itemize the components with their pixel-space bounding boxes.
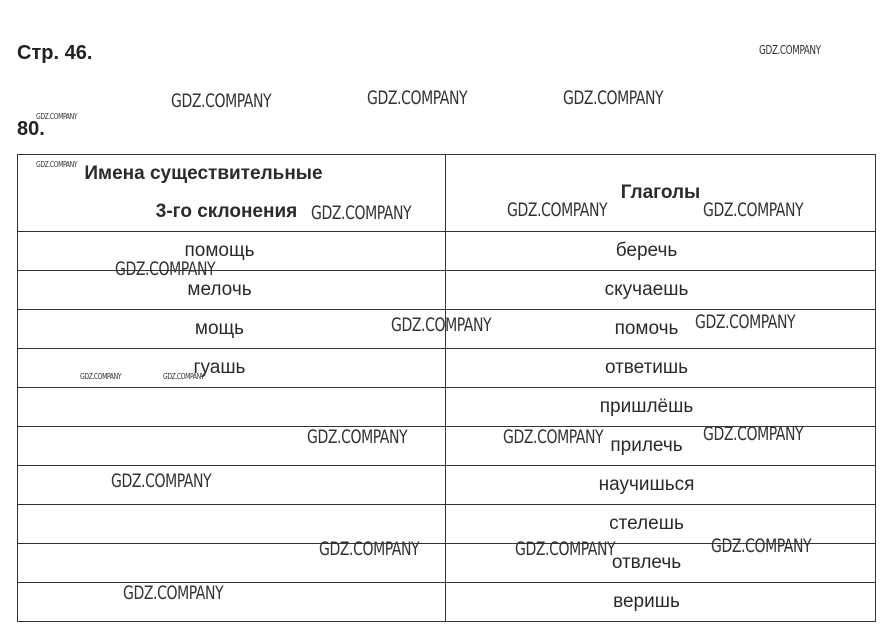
watermark: GDZ.COMPANY (703, 423, 804, 445)
watermark: GDZ.COMPANY (36, 160, 78, 169)
table-row (18, 583, 876, 622)
table-row (18, 271, 876, 310)
noun-cell (18, 583, 446, 622)
verb-cell (446, 583, 876, 622)
verb-word: ответишь (604, 357, 689, 378)
verb-cell (446, 466, 876, 505)
noun-cell (18, 427, 446, 466)
watermark: GDZ.COMPANY (563, 87, 664, 109)
table-row (18, 310, 876, 349)
watermark: GDZ.COMPANY (515, 538, 616, 560)
words-table (17, 154, 876, 622)
table-row (18, 388, 876, 427)
watermark: GDZ.COMPANY (123, 582, 224, 604)
watermark: GDZ.COMPANY (80, 372, 122, 381)
noun-cell (18, 544, 446, 583)
verb-cell (446, 232, 876, 271)
watermark: GDZ.COMPANY (307, 426, 408, 448)
table-row (18, 232, 876, 271)
verb-cell (446, 349, 876, 388)
noun-cell (18, 271, 446, 310)
verb-cell (446, 271, 876, 310)
noun-word: мелочь (187, 279, 252, 300)
verb-word: беречь (615, 240, 678, 261)
noun-cell (18, 466, 446, 505)
noun-word: помощь (184, 240, 255, 261)
exercise-number: 80. (17, 118, 45, 140)
noun-cell (18, 349, 446, 388)
table-row (18, 544, 876, 583)
verb-word: пришлёшь (599, 396, 694, 417)
noun-cell (18, 310, 446, 349)
watermark: GDZ.COMPANY (367, 87, 468, 109)
verb-word: прилечь (610, 435, 683, 456)
noun-cell (18, 232, 446, 271)
watermark: GDZ.COMPANY (759, 43, 821, 57)
header-nouns (18, 155, 446, 232)
watermark: GDZ.COMPANY (163, 372, 205, 381)
watermark: GDZ.COMPANY (703, 199, 804, 221)
verb-cell (446, 427, 876, 466)
watermark: GDZ.COMPANY (695, 311, 796, 333)
table-row (18, 427, 876, 466)
verb-word: отвлечь (611, 552, 682, 573)
verb-word: научишься (598, 474, 695, 495)
watermark: GDZ.COMPANY (36, 112, 78, 121)
verb-word: веришь (613, 591, 680, 612)
watermark: GDZ.COMPANY (391, 314, 492, 336)
verb-cell (446, 388, 876, 427)
watermark: GDZ.COMPANY (171, 90, 272, 112)
table-header-row (18, 155, 876, 232)
verb-cell (446, 505, 876, 544)
header-verbs (446, 155, 876, 232)
watermark: GDZ.COMPANY (111, 470, 212, 492)
header-verbs-label: Глаголы (620, 182, 701, 203)
verb-word: помочь (614, 318, 679, 339)
table-row (18, 505, 876, 544)
verb-word: скучаешь (604, 279, 689, 300)
watermark: GDZ.COMPANY (311, 202, 412, 224)
noun-cell (18, 388, 446, 427)
noun-word: гуашь (193, 357, 246, 378)
watermark: GDZ.COMPANY (319, 538, 420, 560)
verb-cell (446, 544, 876, 583)
header-nouns-line1: Имена существительные (84, 163, 323, 184)
watermark: GDZ.COMPANY (115, 258, 216, 280)
watermark: GDZ.COMPANY (711, 535, 812, 557)
watermark: GDZ.COMPANY (503, 426, 604, 448)
table-row (18, 466, 876, 505)
noun-word: мощь (194, 318, 245, 339)
table-row (18, 349, 876, 388)
noun-cell (18, 505, 446, 544)
header-nouns-line2: 3-го склонения (155, 201, 298, 222)
watermark: GDZ.COMPANY (507, 199, 608, 221)
verb-word: стелешь (609, 513, 684, 534)
page-label: Стр. 46. (17, 42, 93, 64)
verb-cell (446, 310, 876, 349)
